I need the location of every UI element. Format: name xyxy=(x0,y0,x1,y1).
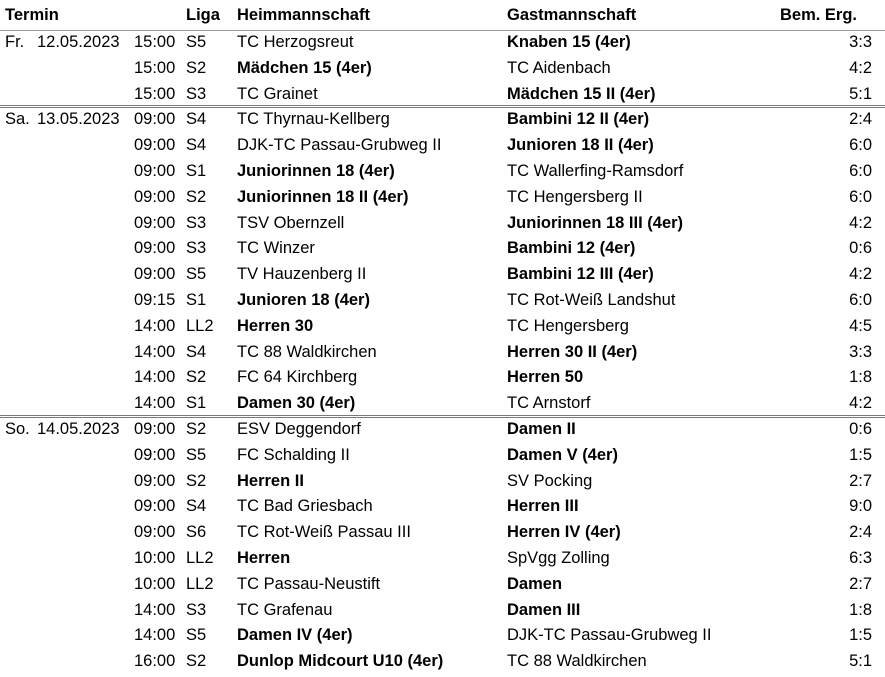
result-cell: 0:6 xyxy=(849,239,872,258)
liga-cell: LL2 xyxy=(186,574,214,593)
guest-team-cell: Herren 30 II (4er) xyxy=(507,342,638,361)
result-cell: 6:0 xyxy=(849,162,872,180)
time-cell: 10:00 xyxy=(134,549,176,567)
guest-team-cell: TC Arnstorf xyxy=(507,394,591,413)
day-label: So. xyxy=(5,420,30,438)
table-row xyxy=(0,417,885,443)
guest-team-cell: Damen III xyxy=(507,600,581,619)
header-guest-team: Gastmannschaft xyxy=(507,6,637,24)
result-cell: 1:5 xyxy=(849,626,872,645)
table-row xyxy=(0,185,885,211)
table-row xyxy=(0,391,885,417)
liga-cell: S2 xyxy=(186,368,207,387)
liga-cell: S1 xyxy=(186,394,207,413)
home-team-cell: ESV Deggendorf xyxy=(237,420,361,438)
home-team-cell: TC Grainet xyxy=(237,84,318,103)
liga-cell: S3 xyxy=(186,84,207,103)
guest-team-cell: Knaben 15 (4er) xyxy=(507,33,631,51)
time-cell: 09:15 xyxy=(134,291,176,309)
time-cell: 14:00 xyxy=(134,600,176,619)
liga-cell: S6 xyxy=(186,523,207,542)
result-cell: 4:2 xyxy=(849,213,872,232)
time-cell: 14:00 xyxy=(134,368,176,387)
liga-cell: S2 xyxy=(186,652,207,671)
time-cell: 15:00 xyxy=(134,58,176,77)
guest-team-cell: TC Hengersberg II xyxy=(507,187,643,206)
guest-team-cell: Herren III xyxy=(507,497,579,516)
guest-team-cell: Damen V (4er) xyxy=(507,445,618,464)
date-cell: 14.05.2023 xyxy=(37,420,120,438)
guest-team-cell: Bambini 12 II (4er) xyxy=(507,110,650,129)
liga-cell: S3 xyxy=(186,600,207,619)
table-row xyxy=(0,82,885,108)
result-cell: 1:8 xyxy=(849,368,872,387)
liga-cell: S5 xyxy=(186,33,207,51)
guest-team-cell: SpVgg Zolling xyxy=(507,549,610,567)
liga-cell: S5 xyxy=(186,265,207,284)
guest-team-cell: Bambini 12 III (4er) xyxy=(507,265,654,284)
table-row xyxy=(0,340,885,366)
guest-team-cell: SV Pocking xyxy=(507,471,593,490)
home-team-cell: TC Grafenau xyxy=(237,600,333,619)
liga-cell: S1 xyxy=(186,291,207,309)
time-cell: 09:00 xyxy=(134,162,176,180)
time-cell: 15:00 xyxy=(134,33,176,51)
time-cell: 09:00 xyxy=(134,239,176,258)
time-cell: 09:00 xyxy=(134,445,176,464)
table-row xyxy=(0,365,885,391)
liga-cell: S2 xyxy=(186,187,207,206)
time-cell: 09:00 xyxy=(134,420,176,438)
home-team-cell: TSV Obernzell xyxy=(237,213,345,232)
guest-team-cell: TC Rot-Weiß Landshut xyxy=(507,291,676,309)
result-cell: 1:5 xyxy=(849,445,872,464)
result-cell: 5:1 xyxy=(849,84,872,103)
table-row xyxy=(0,572,885,598)
table-row xyxy=(0,598,885,624)
guest-team-cell: Mädchen 15 II (4er) xyxy=(507,84,656,103)
result-cell: 2:4 xyxy=(849,110,872,129)
result-cell: 2:4 xyxy=(849,523,872,542)
liga-cell: S4 xyxy=(186,136,207,155)
time-cell: 14:00 xyxy=(134,394,176,413)
home-team-cell: TC Passau-Neustift xyxy=(237,574,381,593)
home-team-cell: TC Herzogsreut xyxy=(237,33,354,51)
time-cell: 09:00 xyxy=(134,187,176,206)
liga-cell: S5 xyxy=(186,626,207,645)
date-cell: 13.05.2023 xyxy=(37,110,120,129)
guest-team-cell: Damen II xyxy=(507,420,576,438)
time-cell: 14:00 xyxy=(134,626,176,645)
table-header xyxy=(0,3,885,29)
time-cell: 14:00 xyxy=(134,342,176,361)
home-team-cell: FC 64 Kirchberg xyxy=(237,368,358,387)
home-team-cell: Juniorinnen 18 II (4er) xyxy=(237,187,409,206)
guest-team-cell: TC Aidenbach xyxy=(507,58,611,77)
result-cell: 2:7 xyxy=(849,574,872,593)
home-team-cell: Herren 30 xyxy=(237,316,314,335)
time-cell: 09:00 xyxy=(134,523,176,542)
table-row xyxy=(0,520,885,546)
home-team-cell: Juniorinnen 18 (4er) xyxy=(237,162,395,180)
table-row xyxy=(0,443,885,469)
home-team-cell: Herren xyxy=(237,549,291,567)
table-row xyxy=(0,56,885,82)
liga-cell: S3 xyxy=(186,239,207,258)
result-cell: 6:0 xyxy=(849,291,872,309)
result-cell: 9:0 xyxy=(849,497,872,516)
header-liga: Liga xyxy=(186,6,220,24)
time-cell: 09:00 xyxy=(134,471,176,490)
time-cell: 09:00 xyxy=(134,213,176,232)
result-cell: 6:0 xyxy=(849,187,872,206)
liga-cell: S2 xyxy=(186,58,207,77)
date-cell: 12.05.2023 xyxy=(37,33,120,51)
time-cell: 10:00 xyxy=(134,574,176,593)
table-row xyxy=(0,469,885,495)
home-team-cell: DJK-TC Passau-Grubweg II xyxy=(237,136,442,155)
guest-team-cell: Bambini 12 (4er) xyxy=(507,239,636,258)
liga-cell: S5 xyxy=(186,445,207,464)
header-bem-erg: Bem. Erg. xyxy=(780,6,858,24)
liga-cell: LL2 xyxy=(186,316,214,335)
time-cell: 16:00 xyxy=(134,652,176,671)
home-team-cell: Damen 30 (4er) xyxy=(237,394,356,413)
home-team-cell: Herren II xyxy=(237,471,304,490)
result-cell: 4:5 xyxy=(849,316,872,335)
table-row xyxy=(0,494,885,520)
home-team-cell: TC Thyrnau-Kellberg xyxy=(237,110,390,129)
table-row xyxy=(0,133,885,159)
guest-team-cell: Damen xyxy=(507,574,563,593)
time-cell: 09:00 xyxy=(134,497,176,516)
table-row xyxy=(0,649,885,675)
result-cell: 3:3 xyxy=(849,33,872,51)
table-row xyxy=(0,623,885,649)
home-team-cell: Junioren 18 (4er) xyxy=(237,291,370,309)
guest-team-cell: Herren IV (4er) xyxy=(507,523,621,542)
table-row xyxy=(0,288,885,314)
guest-team-cell: TC 88 Waldkirchen xyxy=(507,652,647,671)
result-cell: 3:3 xyxy=(849,342,872,361)
table-row xyxy=(0,236,885,262)
result-cell: 0:6 xyxy=(849,420,872,438)
guest-team-cell: Junioren 18 II (4er) xyxy=(507,136,654,155)
result-cell: 2:7 xyxy=(849,471,872,490)
result-cell: 1:8 xyxy=(849,600,872,619)
guest-team-cell: TC Hengersberg xyxy=(507,316,629,335)
home-team-cell: Damen IV (4er) xyxy=(237,626,353,645)
time-cell: 09:00 xyxy=(134,136,176,155)
home-team-cell: Mädchen 15 (4er) xyxy=(237,58,372,77)
table-row xyxy=(0,262,885,288)
liga-cell: S3 xyxy=(186,213,207,232)
result-cell: 5:1 xyxy=(849,652,872,671)
home-team-cell: TC Winzer xyxy=(237,239,315,258)
day-label: Sa. xyxy=(5,110,30,129)
table-row xyxy=(0,159,885,185)
result-cell: 6:3 xyxy=(849,549,872,567)
guest-team-cell: Juniorinnen 18 III (4er) xyxy=(507,213,684,232)
result-cell: 6:0 xyxy=(849,136,872,155)
header-termin: Termin xyxy=(5,6,59,24)
table-row xyxy=(0,546,885,572)
day-label: Fr. xyxy=(5,33,25,51)
liga-cell: S2 xyxy=(186,420,207,438)
home-team-cell: TC 88 Waldkirchen xyxy=(237,342,377,361)
time-cell: 14:00 xyxy=(134,316,176,335)
home-team-cell: Dunlop Midcourt U10 (4er) xyxy=(237,652,444,671)
liga-cell: S4 xyxy=(186,342,207,361)
table-row xyxy=(0,30,885,56)
liga-cell: S4 xyxy=(186,110,207,129)
table-row xyxy=(0,211,885,237)
table-row xyxy=(0,314,885,340)
time-cell: 09:00 xyxy=(134,265,176,284)
liga-cell: LL2 xyxy=(186,549,214,567)
time-cell: 09:00 xyxy=(134,110,176,129)
liga-cell: S1 xyxy=(186,162,207,180)
table-row xyxy=(0,107,885,133)
result-cell: 4:2 xyxy=(849,265,872,284)
home-team-cell: TV Hauzenberg II xyxy=(237,265,367,284)
guest-team-cell: Herren 50 xyxy=(507,368,584,387)
header-home-team: Heimmannschaft xyxy=(237,6,370,24)
guest-team-cell: TC Wallerfing-Ramsdorf xyxy=(507,162,684,180)
home-team-cell: TC Bad Griesbach xyxy=(237,497,373,516)
guest-team-cell: DJK-TC Passau-Grubweg II xyxy=(507,626,712,645)
liga-cell: S4 xyxy=(186,497,207,516)
result-cell: 4:2 xyxy=(849,394,872,413)
home-team-cell: TC Rot-Weiß Passau III xyxy=(237,523,411,542)
liga-cell: S2 xyxy=(186,471,207,490)
result-cell: 4:2 xyxy=(849,58,872,77)
time-cell: 15:00 xyxy=(134,84,176,103)
home-team-cell: FC Schalding II xyxy=(237,445,350,464)
